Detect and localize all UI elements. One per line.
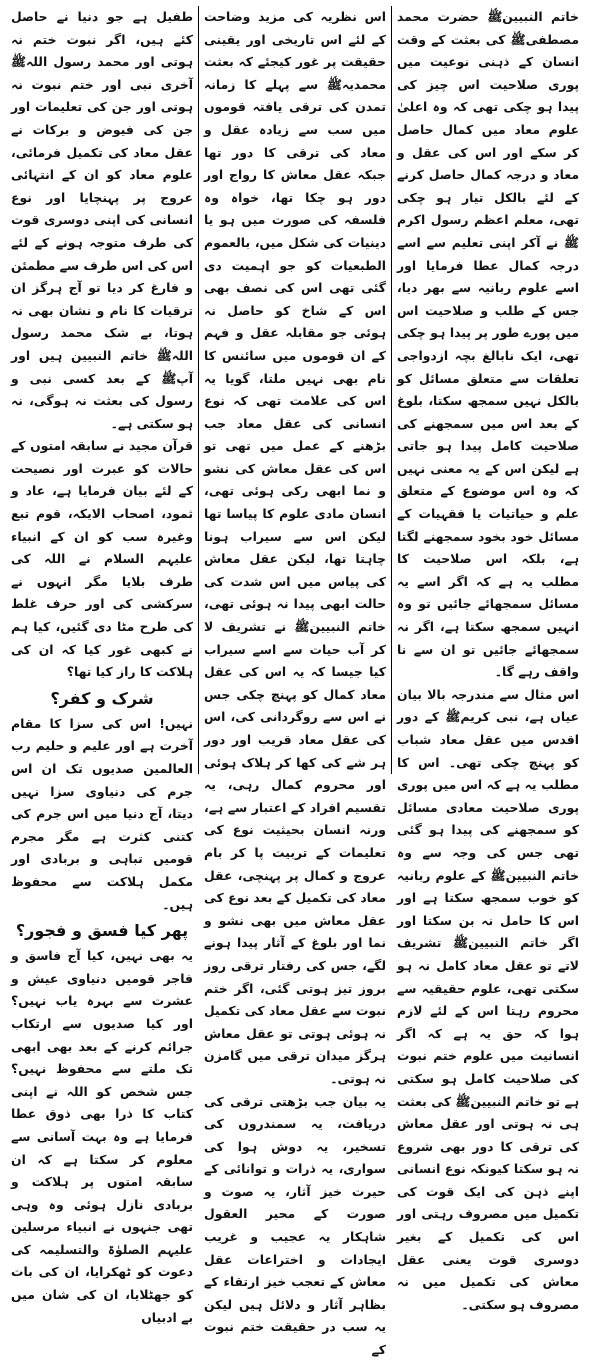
column-left [6, 6, 198, 1325]
paragraph: طفیل ہے جو دنیا نے حاصل کئے ہیں، اگر نبوت ختم نہ ہوتی اور محمد رسول اللہﷺ آخری نبی اور ختم نبوت نہ ہوتی اور جن کی تعلیمات اور جن کی فیوض و برکات نے عقل معاد کی تکمیل فرمائی، علوم معاد کو ان کے انتہائی عروج پر پہنچایا اور نوع انسانی کی اپنی دوسری قوت کی طرف متوجہ ہونے کے لئے اس کی اس طرف سے مطمئن و فارغ کر دیا تو آج ہرگز ان ترقیات کا نام و نشان بھی نہ ہوتا، بے شک محمد رسول اللہﷺ خاتم النبیین ہیں اور آپﷺ کے بعد کسی نبی و رسول کی بعثت نہ ہوگی، نہ ہو سکتی ہے۔ [11, 9, 193, 431]
column-right [392, 6, 584, 1312]
paragraph: اس نظریہ کی مزید وضاحت کے لئے اس تاریخی اور یقینی حقیقت پر غور کیجئے کہ بعثت محمدیہﷺ سے پہلے کا زمانہ تمدن کی ترقی یافتہ قوموں میں سب سے زیادہ عقل و معاد کی ترقی کا دور تھا جبکہ عقل معاش کا رواج اور دور ہو چکا تھا، خواہ وہ فلسفہ کی صورت میں ہو یا دینیات کی شکل میں، بالعموم الطبعیات کو جو اہمیت دی گئی تھی اس کی نصف بھی اس کے شاخ کو حاصل نہ ہوئی جو مقابلہ عقل و فہم کے ان قوموں میں سائنس کا نام بھی نہیں ملتا، گویا یہ اس کی علامت تھی کہ نوع انسانی کی عقل معاد جب بڑھنے کے عمل میں تھی تو اس کی عقل معاش کی نشو و نما ابھی رکی ہوئی تھی، انسان مادی علوم کا پیاسا تھا لیکن اس سے سیراب ہونا چاہتا تھا، لیکن عقل معاش کی پیاس میں اس شدت کی حالت ابھی پیدا نہ ہوئی تھی، خاتم النبیینﷺ نے تشریف لا کر آب حیات سے اسے سیراب کیا جیسا کہ یہ اس کی عقل معاد کمال کو پہنچ چکی جس نے اس سے روگردانی کی، اس کی عقل معاد قریب اور دور ہر شے کی کھا کر ہلاک ہوئی اور محروم کمال رہی، یہ تقسیم افراد کے اعتبار سے ہے، ورنہ انسان بحیثیت نوع کی تعلیمات کے تربیت پا کر بام عروج و کمال پر پہنچی، عقل معاد کی تکمیل کے بعد نوع کی عقل معاش میں بھی نشو و نما اور بلوغ کے آثار پیدا ہونے لگے، جس کی رفتار ترقی روز بروز تیز ہوتی گئی، اگر ختم نبوت سے عقل معاد کی تکمیل نہ ہوئی ہوتی تو عقل معاش ہرگز میدان ترقی میں گامزن نہ ہوتی۔ [204, 9, 386, 1086]
section-heading: شرک و کفر؟ [50, 688, 154, 708]
paragraph: خاتم النبیینﷺ حضرت محمد مصطفیﷺ کی بعثت کے وقت انسان کے ذہنی نوعیت میں پوری صلاحیت اس چیز کی پیدا ہو چکی تھی کہ وہ اعلیٰ علوم معاد میں کمال حاصل کر سکے اور اس کی عقل و معاد و درجہ کمال حاصل کرنے کے لئے بالکل تیار ہو چکی تھی، معلم اعظم رسول اکرم ﷺ نے آکر اپنی تعلیم سے اسے درجہ کمال عطا فرمایا اور اسے علوم ربانیہ سے بھر دیا، جس کے طلب و صلاحیت اس میں پورے طور پر پیدا ہو چکی تھی، ایک نابالغ بچہ ازدواجی تعلقات سے متعلق مسائل کو بالکل نہیں سمجھ سکتا، بلوغ کے بعد اس میں سمجھنے کی صلاحیت کامل پیدا ہو جاتی ہے لیکن اس کے یہ معنی نہیں کہ وہ اس موضوع کے متعلق علم و حیاتیات یا فقہیات کے مسائل خود بخود سمجھنے لگتا ہے، بلکہ اس صلاحیت کا مطلب یہ ہے کہ اگر اسے یہ مسائل سمجھائے جائیں تو وہ انہیں سمجھ سکتا ہے، اگر نہ سمجھائے جائیں تو ان سے نا واقف رہے گا۔ [397, 9, 579, 680]
paragraph: یہ بھی نہیں، کیا آج فاسق و فاجر قومیں دنیاوی عیش و عشرت سے بہرہ یاب نہیں؟ اور کیا صدیوں سے ارتکاب جرائم کرنے کے بعد بھی ابھی تک ملتے سے محفوظ نہیں؟ جس شخص کو اللہ نے اپنی کتاب کا ذرا بھی ذوق عطا فرمایا ہے وہ بہت آسانی سے معلوم کر سکتا ہے کہ ان سابقہ امتوں پر ہلاکت و بربادی نازل ہوئی وہ وہی تھی جنہوں نے انبیاء مرسلین علیہم الصلوٰۃ والتسلیمہ کی دعوت کو ٹھکرایا، ان کی بات کو جھٹلایا، ان کی شان میں بے ادبیاں [11, 948, 193, 1325]
section-heading: پھر کیا فسق و فجور؟ [15, 921, 189, 941]
paragraph: یہ بیان جب بڑھتی ترقی کی دریافت، یہ سمندروں کی تسخیر، یہ دوش ہوا کی سواری، یہ ذرات و توانائی کے حیرت خیز آثار، یہ صوت و صورت کے محیر العقول شاہکار یہ عجیب و غریب ایجادات و اختراعات عقل معاش کے تعجب خیز ارتقاء کے بظاہر آثار و دلائل ہیں لیکن یہ سب در حقیقت ختم نبوت کے [204, 1093, 386, 1358]
paragraph: نہیں! اس کی سزا کا مقام آخرت ہے اور علیم و حلیم رب العالمین صدیوں تک ان اس جرم کی دنیاوی سزا نہیں دیتا، آج دنیا میں اس جرم کی کتنی کثرت ہے مگر مجرم قومیں تباہی و بربادی اور مکمل ہلاکت سے محفوظ ہیں۔ [11, 715, 193, 912]
paragraph: اس مثال سے مندرجہ بالا بیان عیاں ہے، نبی کریمﷺ کے دور اقدس میں عقل معاد شباب کو پہنچ چکی تھی۔ اس کا مطلب یہ ہے کہ اس میں پوری پوری صلاحیت معادی مسائل کو سمجھنے کی پیدا ہو گئی تھی جس کی وجہ سے وہ خاتم النبیینﷺ کے علوم ربانیہ کو خوب سمجھ سکتا ہے اور اس کا حامل نہ بن سکتا اور اگر خاتم النبیینﷺ تشریف لاتے تو عقل معاد کامل نہ ہو سکتی تھی، علوم حقیقیہ سے محروم رہتا اس کے لئے لازم ہوا کہ حق یہ ہے کہ اگر انسانیت میں علوم ختم نبوت کی صلاحیت کامل ہو سکتی ہے تو خاتم النبیینﷺ کی بعثت ہی نہ ہوتی اور عقل معاش کی ترقی کا دور بھی شروع نہ ہو سکتا کیونکہ نوع انسانی اپنے ذہن کی ایک قوت کی تکمیل میں مصروف رہتی اور اس کی تکمیل کے بغیر دوسری قوت یعنی عقل معاش کی تکمیل میں نہ مصروف ہو سکتی۔ [397, 686, 579, 1312]
column-middle [199, 6, 391, 1358]
paragraph: قرآن مجید نے سابقہ امتوں کے حالات کو عبرت اور نصیحت کے لئے بیان فرمایا ہے، عاد و ثمود، اصحاب الایکہ، قوم تبع وغیرہ سب کو ان کے انبیاء علیہم السلام نے اللہ کی طرف بلایا مگر انہوں نے سرکشی کی اور حرف غلط کی طرح مٹا دی گئیں، کیا ہم نے کبھی غور کیا کہ ان کی ہلاکت کا راز کیا تھا؟ [11, 438, 193, 680]
